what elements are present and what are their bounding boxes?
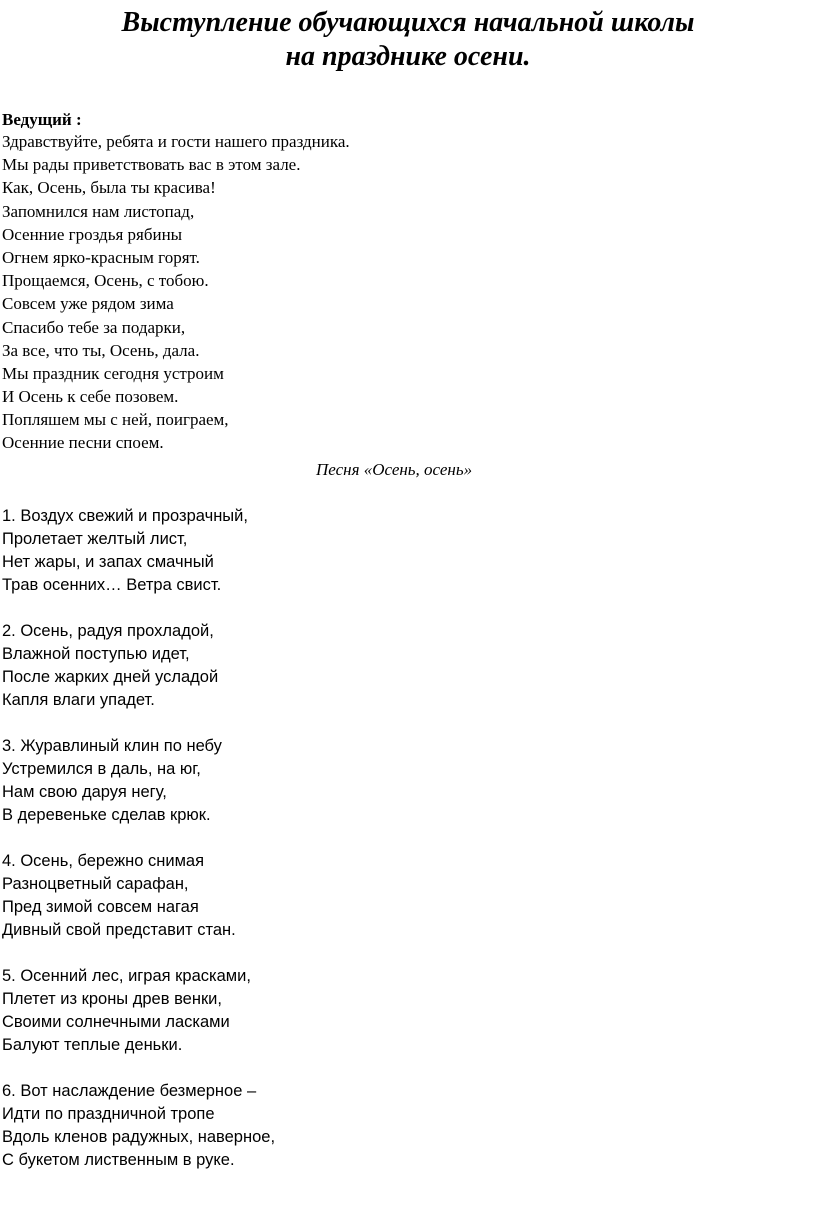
verse-line: 3. Журавлиный клин по небу xyxy=(2,737,222,755)
verse-line: Балуют теплые деньки. xyxy=(2,1036,183,1054)
verse-line: Идти по праздничной тропе xyxy=(2,1105,215,1123)
verse-line: Дивный свой представит стан. xyxy=(2,921,236,939)
verse-line: Устремился в даль, на юг, xyxy=(2,760,201,778)
verse-2 xyxy=(2,620,275,712)
intro-line: Спасибо тебе за подарки, xyxy=(2,317,186,337)
document-title xyxy=(0,6,816,74)
song-verses xyxy=(2,505,275,1195)
intro-line: Совсем уже рядом зима xyxy=(2,294,174,314)
verse-line: Нет жары, и запах смачный xyxy=(2,553,214,571)
verse-line: С букетом лиственным в руке. xyxy=(2,1151,235,1169)
title-line: Выступление обучающихся начальной школы xyxy=(121,7,695,38)
intro-line: Огнем ярко-красным горят. xyxy=(2,247,200,267)
verse-3 xyxy=(2,735,275,827)
intro-line: За все, что ты, Осень, дала. xyxy=(2,340,200,360)
intro-text xyxy=(2,130,350,455)
verse-line: После жарких дней усладой xyxy=(2,668,219,686)
speaker-label: Ведущий : xyxy=(2,110,82,129)
verse-line: 5. Осенний лес, играя красками, xyxy=(2,967,251,985)
verse-line: 4. Осень, бережно снимая xyxy=(2,852,205,870)
verse-4 xyxy=(2,850,275,942)
verse-line: В деревеньке сделав крюк. xyxy=(2,806,211,824)
verse-line: Пролетает желтый лист, xyxy=(2,530,188,548)
intro-line: Осенние гроздья рябины xyxy=(2,224,183,244)
verse-line: Пред зимой совсем нагая xyxy=(2,898,199,916)
verse-line: 1. Воздух свежий и прозрачный, xyxy=(2,507,248,525)
verse-line: 2. Осень, радуя прохладой, xyxy=(2,622,214,640)
verse-line: Трав осенних… Ветра свист. xyxy=(2,576,222,594)
verse-6 xyxy=(2,1080,275,1172)
verse-line: Влажной поступью идет, xyxy=(2,645,190,663)
intro-line: Запомнился нам листопад, xyxy=(2,201,195,221)
verse-line: Плетет из кроны древ венки, xyxy=(2,990,222,1008)
verse-line: Нам свою даруя негу, xyxy=(2,783,167,801)
verse-line: Своими солнечными ласками xyxy=(2,1013,230,1031)
song-title: Песня «Осень, осень» xyxy=(316,460,473,479)
intro-line: Мы рады приветствовать вас в этом зале. xyxy=(2,155,301,175)
intro-line: Как, Осень, была ты красива! xyxy=(2,178,216,198)
title-line: на празднике осени. xyxy=(285,41,531,72)
intro-line: Прощаемся, Осень, с тобою. xyxy=(2,271,209,291)
intro-line: И Осень к себе позовем. xyxy=(2,387,179,407)
intro-line: Осенние песни споем. xyxy=(2,433,164,453)
intro-line: Попляшем мы с ней, поиграем, xyxy=(2,410,229,430)
verse-line: Вдоль кленов радужных, наверное, xyxy=(2,1128,276,1146)
verse-1 xyxy=(2,505,275,597)
intro-line: Мы праздник сегодня устроим xyxy=(2,363,224,383)
verse-line: Разноцветный сарафан, xyxy=(2,875,189,893)
verse-line: Капля влаги упадет. xyxy=(2,691,155,709)
verse-5 xyxy=(2,965,275,1057)
intro-line: Здравствуйте, ребята и гости нашего праздника. xyxy=(2,132,350,151)
verse-line: 6. Вот наслаждение безмерное – xyxy=(2,1082,257,1100)
